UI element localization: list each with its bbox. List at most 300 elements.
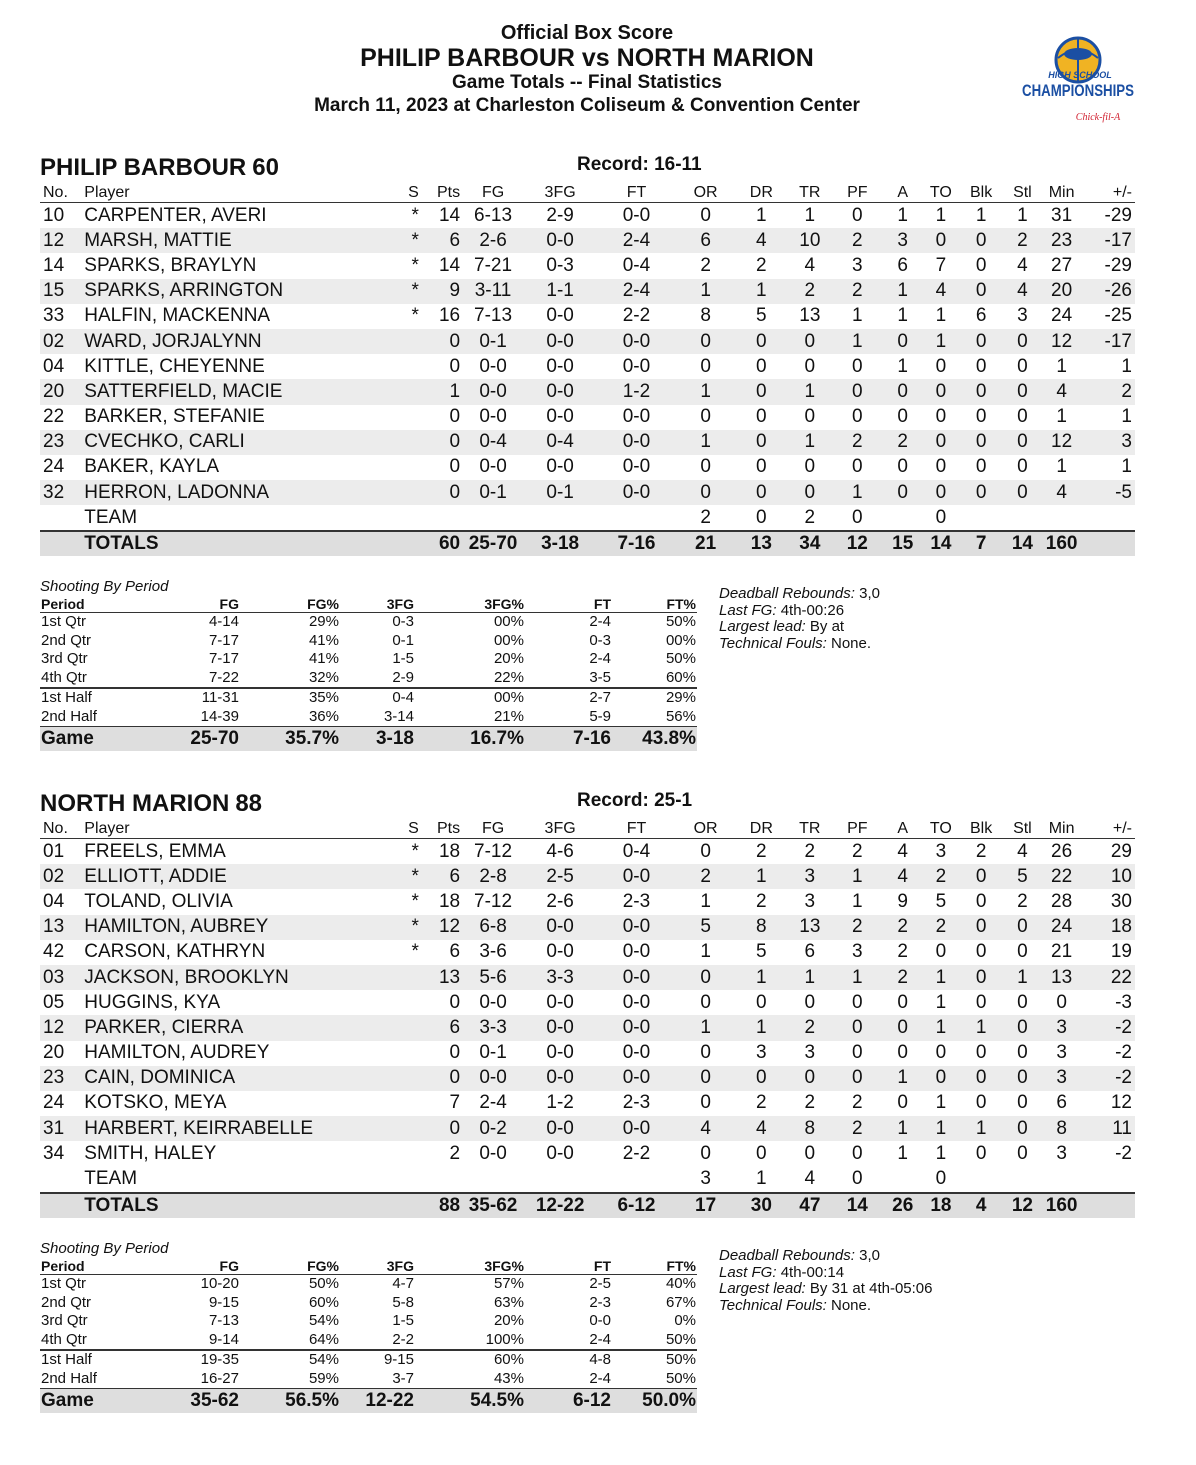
column-header: Player: [81, 184, 370, 203]
stat-cell: 0: [958, 915, 1003, 940]
stat-cell: 0: [1017, 456, 1028, 478]
column-header: Blk: [958, 184, 1003, 203]
stat-cell: 4: [882, 864, 923, 889]
stat-cell: 1: [833, 329, 883, 354]
stat-cell: 0: [700, 406, 711, 428]
shooting-by-period-table: [40, 1258, 697, 1413]
stat-cell: [422, 1166, 463, 1192]
sbp-cell: 60%: [665, 668, 696, 686]
stat-cell: 1: [897, 204, 908, 226]
stat-cell: 1: [787, 430, 832, 455]
stat-cell: 7: [449, 1092, 461, 1114]
sbp-column-header: 3FG%: [415, 596, 525, 613]
stat-cell: 1: [882, 1066, 923, 1091]
stat-cell: 0: [923, 1066, 958, 1091]
report-subtitle: Game Totals -- Final Statistics: [452, 72, 722, 93]
stat-cell: 1: [1121, 456, 1132, 478]
sbp-cell: Game: [40, 1389, 140, 1414]
stat-cell: [370, 1015, 422, 1040]
stat-cell: 12: [422, 915, 463, 940]
shooting-by-period-title: Shooting By Period: [40, 578, 169, 595]
stat-cell: 0: [975, 991, 987, 1013]
column-header: FG: [463, 820, 523, 839]
stat-cell: 0: [449, 355, 461, 377]
stat-cell: 0: [852, 204, 863, 226]
game-notes: [719, 1248, 933, 1314]
stat-cell: 0: [958, 480, 1003, 505]
total-cell: [1082, 1193, 1135, 1218]
sbp-cell: 3-18: [340, 727, 415, 752]
sbp-cell: 4-8: [525, 1350, 612, 1370]
stat-cell: 2: [833, 1116, 883, 1141]
stat-cell: 02: [40, 864, 81, 889]
stat-cell: HERRON, LADONNA: [81, 480, 370, 505]
note-line: [719, 586, 880, 603]
stat-cell: 4: [897, 840, 908, 862]
stat-cell: 0-0: [546, 1042, 574, 1064]
stat-cell: MARSH, MATTIE: [81, 228, 370, 253]
stat-cell: 0: [852, 406, 863, 428]
note-label: Largest lead:: [719, 1280, 806, 1297]
team-title: [40, 154, 285, 182]
stat-cell: 4: [923, 279, 958, 304]
stat-cell: 0: [422, 430, 463, 455]
stat-cell: [370, 965, 422, 990]
team-record: Record: 16-11: [577, 154, 702, 175]
stat-cell: [370, 430, 422, 455]
stat-cell: 0: [700, 204, 711, 226]
stat-cell: 1: [897, 355, 908, 377]
stat-cell: 1: [676, 279, 736, 304]
player-row: [40, 279, 1135, 304]
column-header: No.: [40, 184, 81, 203]
stat-cell: [523, 1166, 597, 1192]
box-score-header-row: [40, 184, 1135, 203]
stat-cell: 1: [923, 1116, 958, 1141]
player-row: [40, 480, 1135, 505]
sbp-cell: 0-0: [589, 1312, 611, 1330]
stat-cell: *: [411, 305, 419, 327]
stat-cell: 22: [43, 406, 65, 428]
stat-cell: 5: [676, 915, 736, 940]
stat-cell: 9: [897, 890, 908, 912]
stat-cell: 0: [756, 406, 767, 428]
stat-cell: 3: [852, 254, 863, 276]
sbp-cell: 43%: [493, 1369, 524, 1387]
sbp-half-row: [40, 708, 697, 727]
stat-cell: 0: [923, 1166, 958, 1192]
stat-cell: [370, 1066, 422, 1091]
stat-cell: 1: [923, 329, 958, 354]
stat-cell: 2-9: [546, 204, 574, 226]
svg-text:CHAMPIONSHIPS: CHAMPIONSHIPS: [1022, 81, 1134, 100]
stat-cell: 2: [449, 1142, 461, 1164]
stat-cell: 3: [1041, 1015, 1082, 1040]
sbp-cell: 20%: [493, 650, 524, 668]
stat-cell: 0: [1004, 1066, 1041, 1091]
stat-cell: 12: [1041, 329, 1082, 354]
sbp-column-header: 3FG%: [415, 1258, 525, 1275]
stat-cell: [1041, 505, 1082, 531]
sbp-cell: 2-4: [589, 1330, 611, 1348]
stat-cell: 1: [1121, 406, 1132, 428]
sbp-cell: 5-8: [392, 1293, 414, 1311]
stat-cell: 2: [787, 279, 832, 304]
sbp-cell: 1st Half: [40, 688, 140, 708]
player-row: [40, 1066, 1135, 1091]
stat-cell: 3: [787, 864, 832, 889]
stat-cell: 12: [1041, 430, 1082, 455]
sbp-column-header: FG%: [240, 1258, 340, 1275]
stat-cell: 0: [975, 890, 987, 912]
sbp-cell: 7-13: [208, 1312, 239, 1330]
stat-cell: 0: [676, 480, 736, 505]
stat-cell: -29: [1104, 254, 1132, 276]
stat-cell: *: [370, 864, 422, 889]
stat-cell: 1: [756, 204, 767, 226]
stat-cell: 2-4: [479, 1092, 507, 1114]
stat-cell: 0: [700, 355, 711, 377]
stat-cell: 0: [1017, 1092, 1028, 1114]
sbp-cell: 1st Qtr: [41, 613, 87, 631]
stat-cell: [882, 505, 923, 531]
stat-cell: TEAM: [81, 1166, 370, 1192]
stat-cell: 0-0: [597, 965, 675, 990]
stat-cell: 2: [852, 1092, 863, 1114]
stat-cell: 14: [43, 254, 65, 276]
stat-cell: 22: [1041, 864, 1082, 889]
stat-cell: 3: [804, 1042, 816, 1064]
totals-row: [40, 1193, 1135, 1218]
stat-cell: 0: [787, 329, 832, 354]
stat-cell: 0-1: [463, 480, 523, 505]
stat-cell: TOLAND, OLIVIA: [84, 890, 233, 912]
stat-cell: [370, 1166, 422, 1192]
stat-cell: 6: [897, 254, 908, 276]
note-label: Last FG:: [719, 601, 777, 619]
stat-cell: 20: [40, 379, 81, 404]
column-header: Player: [81, 820, 370, 839]
sbp-cell: 2-9: [392, 668, 414, 686]
stat-cell: 4: [1041, 480, 1082, 505]
stat-cell: 0: [1017, 941, 1028, 963]
team-score: 60: [252, 154, 279, 181]
stat-cell: 2-4: [597, 228, 675, 253]
player-row: [40, 965, 1135, 990]
sbp-cell: 2-7: [525, 688, 612, 708]
stat-cell: 1: [897, 1142, 908, 1164]
stat-cell: *: [411, 840, 419, 862]
stat-cell: 1: [882, 1116, 923, 1141]
stat-cell: 05: [43, 991, 65, 1013]
svg-text:Chick-fil-A: Chick-fil-A: [1075, 112, 1121, 123]
stat-cell: 2: [897, 941, 908, 963]
sbp-cell: 4th Qtr: [41, 668, 87, 686]
sbp-cell: 4th Qtr: [41, 1330, 87, 1348]
player-row: [40, 203, 1135, 229]
stat-cell: 0: [700, 840, 711, 862]
stat-cell: 2: [756, 890, 767, 912]
stat-cell: 16: [438, 305, 461, 327]
stat-cell: 0-0: [479, 456, 507, 478]
game-notes: [719, 586, 880, 652]
stat-cell: 0-0: [479, 1142, 507, 1164]
stat-cell: 2: [1082, 379, 1135, 404]
stat-cell: 12: [1110, 1092, 1132, 1114]
sbp-cell: 54%: [308, 1312, 339, 1330]
player-row: [40, 304, 1135, 329]
stat-cell: 23: [40, 430, 81, 455]
stat-cell: 0-1: [523, 480, 597, 505]
stat-cell: 0-0: [523, 379, 597, 404]
stat-cell: 0: [449, 456, 461, 478]
stat-cell: 0: [882, 480, 923, 505]
sbp-cell: 0-4: [340, 688, 415, 708]
note-line: [719, 619, 880, 636]
stat-cell: 0-0: [597, 430, 675, 455]
stat-cell: 0: [1004, 1116, 1041, 1141]
stat-cell: 2: [756, 840, 767, 862]
note-line: [719, 1281, 933, 1298]
stat-cell: 24: [1051, 305, 1073, 327]
stat-cell: 0: [852, 456, 863, 478]
stat-cell: 0-0: [523, 1116, 597, 1141]
stat-cell: 0: [700, 991, 711, 1013]
stat-cell: SATTERFIELD, MACIE: [81, 379, 370, 404]
stat-cell: 0: [422, 329, 463, 354]
column-header: TO: [923, 820, 958, 839]
stat-cell: 0: [975, 456, 987, 478]
stat-cell: -2: [1115, 1142, 1132, 1164]
stat-cell: 0-0: [622, 941, 651, 963]
stat-cell: 7-12: [474, 840, 513, 862]
stat-cell: [370, 329, 422, 354]
stat-cell: 04: [43, 890, 65, 912]
stat-cell: KOTSKO, MEYA: [84, 1092, 227, 1114]
total-cell: 12: [833, 531, 883, 556]
stat-cell: 7-12: [474, 890, 513, 912]
shooting-by-period-table: [40, 596, 697, 751]
column-header: TO: [923, 184, 958, 203]
stat-cell: 0-0: [622, 456, 651, 478]
sbp-cell: Game: [40, 727, 140, 752]
stat-cell: HAMILTON, AUBREY: [81, 915, 370, 940]
sbp-cell: 35-62: [140, 1389, 240, 1414]
sbp-cell: 16-27: [200, 1369, 239, 1387]
sbp-cell: 2-3: [589, 1293, 611, 1311]
stat-cell: 0: [958, 379, 1003, 404]
stat-cell: 2: [756, 1092, 767, 1114]
box-score-header-row: [40, 820, 1135, 839]
stat-cell: 1: [1056, 406, 1067, 428]
stat-cell: 04: [43, 355, 65, 377]
stat-cell: 2: [787, 505, 832, 531]
stat-cell: 0: [1017, 1142, 1028, 1164]
sbp-cell: 2-4: [589, 650, 611, 668]
stat-cell: 0: [882, 1015, 923, 1040]
stat-cell: 4: [1017, 254, 1028, 276]
stat-cell: 0: [852, 1042, 863, 1064]
stat-cell: 32: [40, 480, 81, 505]
stat-cell: 2: [852, 840, 863, 862]
stat-cell: -2: [1115, 1042, 1132, 1064]
sbp-header-row: [40, 596, 697, 613]
total-cell: 12: [1004, 1193, 1041, 1218]
column-header: +/-: [1082, 184, 1135, 203]
sbp-cell: 32%: [308, 668, 339, 686]
sbp-cell: 00%: [415, 688, 525, 708]
stat-cell: 1: [975, 204, 987, 226]
team-stats-row: [40, 1166, 1135, 1192]
stat-cell: 21: [1051, 941, 1073, 963]
sbp-game-row: [40, 1389, 697, 1414]
total-cell: [40, 1193, 81, 1218]
stat-cell: CARSON, KATHRYN: [84, 941, 266, 963]
total-cell: 12-22: [523, 1193, 597, 1218]
stat-cell: 1-2: [597, 379, 675, 404]
stat-cell: 0: [958, 228, 1003, 253]
stat-cell: KITTLE, CHEYENNE: [84, 355, 265, 377]
stat-cell: 5-6: [463, 965, 523, 990]
stat-cell: 0: [1004, 430, 1041, 455]
stat-cell: 0: [923, 379, 958, 404]
stat-cell: 01: [43, 840, 65, 862]
stat-cell: *: [411, 254, 419, 276]
sbp-cell: 3-14: [383, 707, 414, 725]
stat-cell: -17: [1082, 329, 1135, 354]
stat-cell: 0-0: [546, 406, 574, 428]
stat-cell: 7-21: [474, 254, 513, 276]
sbp-cell: 60%: [415, 1350, 525, 1370]
note-value: None.: [826, 634, 872, 652]
stat-cell: [40, 505, 81, 531]
stat-cell: [1004, 505, 1041, 531]
total-cell: [40, 531, 81, 556]
stat-cell: 2-2: [622, 1142, 651, 1164]
stat-cell: 0: [804, 456, 816, 478]
stat-cell: 0: [935, 1042, 947, 1064]
stat-cell: 0-0: [479, 406, 507, 428]
stat-cell: SMITH, HALEY: [84, 1142, 217, 1164]
stat-cell: 1: [833, 480, 883, 505]
total-cell: 18: [923, 1193, 958, 1218]
stat-cell: 9: [422, 279, 463, 304]
stat-cell: 6: [975, 305, 987, 327]
total-cell: 7: [958, 531, 1003, 556]
note-value: 4th-00:26: [776, 601, 845, 619]
stat-cell: 4: [787, 1166, 832, 1192]
sbp-column-header: Period: [40, 596, 140, 613]
stat-cell: 1: [700, 890, 711, 912]
sbp-column-header: FT%: [612, 596, 697, 613]
column-header: Stl: [1004, 184, 1041, 203]
stat-cell: 0: [422, 1066, 463, 1091]
stat-cell: 6: [422, 228, 463, 253]
stat-cell: 1: [787, 379, 832, 404]
stat-cell: 0: [897, 1092, 908, 1114]
stat-cell: 0: [1017, 406, 1028, 428]
note-label: Deadball Rebounds:: [719, 585, 855, 602]
stat-cell: 0: [958, 329, 1003, 354]
column-header: Pts: [422, 184, 463, 203]
sbp-column-header: 3FG: [340, 1258, 415, 1275]
sbp-cell: 59%: [308, 1369, 339, 1387]
team-title: [40, 790, 268, 818]
sbp-cell: 00%: [493, 631, 524, 649]
stat-cell: 0-0: [523, 1066, 597, 1091]
total-cell: 14: [1004, 531, 1041, 556]
sbp-cell: 0-1: [392, 631, 414, 649]
column-header: A: [882, 184, 923, 203]
column-header: OR: [676, 820, 736, 839]
stat-cell: 24: [1041, 915, 1082, 940]
box-score-table: [40, 820, 1135, 1218]
sbp-cell: 9-14: [208, 1330, 239, 1348]
team-record: Record: 25-1: [577, 790, 693, 811]
sbp-cell: 4-14: [208, 613, 239, 631]
stat-cell: [597, 1166, 675, 1192]
stat-cell: 1: [923, 965, 958, 990]
sbp-cell: 7-22: [208, 668, 239, 686]
stat-cell: 1: [736, 1166, 788, 1192]
player-row: [40, 864, 1135, 889]
column-header: A: [882, 820, 923, 839]
stat-cell: 0: [897, 456, 908, 478]
stat-cell: 2: [882, 430, 923, 455]
stat-cell: 0-0: [622, 355, 651, 377]
stat-cell: 6: [449, 941, 461, 963]
stat-cell: 1: [897, 305, 908, 327]
sbp-cell: 2-5: [589, 1275, 611, 1293]
team-name: NORTH MARION: [40, 790, 230, 817]
column-header: +/-: [1082, 820, 1135, 839]
stat-cell: 30: [1110, 890, 1132, 912]
sbp-cell: 19-35: [140, 1350, 240, 1370]
stat-cell: 4: [736, 1116, 788, 1141]
total-cell: 47: [787, 1193, 832, 1218]
stat-cell: 0: [975, 1142, 987, 1164]
sbp-column-header: FT: [525, 596, 612, 613]
stat-cell: 1-2: [546, 1092, 574, 1114]
stat-cell: 1: [852, 305, 863, 327]
player-row: [40, 430, 1135, 455]
total-cell: 7-16: [597, 531, 675, 556]
stat-cell: 0: [1017, 355, 1028, 377]
stat-cell: 8: [700, 305, 711, 327]
stat-cell: 0: [923, 228, 958, 253]
stat-cell: [1082, 1166, 1135, 1192]
sbp-header-row: [40, 1258, 697, 1275]
sbp-half-row: [40, 1350, 697, 1370]
stat-cell: [370, 405, 422, 430]
stat-cell: *: [411, 204, 419, 226]
stat-cell: [370, 480, 422, 505]
sbp-cell: 40%: [665, 1275, 696, 1293]
note-value: By at: [805, 618, 845, 635]
stat-cell: 0: [449, 991, 461, 1013]
stat-cell: 0: [882, 329, 923, 354]
sbp-cell: 2nd Half: [41, 1369, 97, 1387]
player-row: [40, 1116, 1135, 1141]
sbp-column-header: 3FG: [340, 596, 415, 613]
stat-cell: 2: [923, 864, 958, 889]
sbp-column-header: FG%: [240, 596, 340, 613]
stat-cell: 13: [799, 305, 821, 327]
sbp-column-header: FG: [140, 596, 240, 613]
stat-cell: 24: [43, 456, 65, 478]
stat-cell: [463, 505, 523, 531]
column-header: S: [370, 184, 422, 203]
